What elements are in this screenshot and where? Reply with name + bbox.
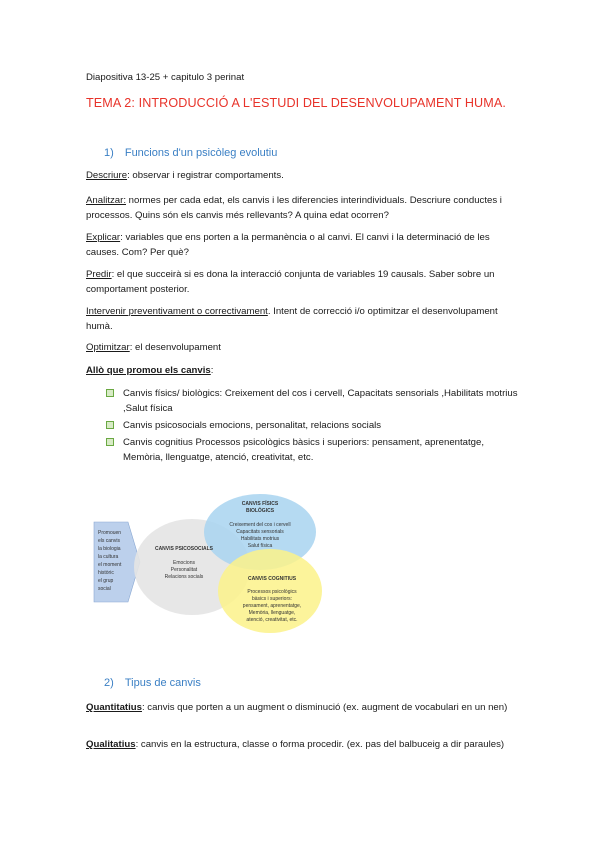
square-bullet-icon <box>106 389 114 397</box>
arrow-line: el moment <box>98 562 122 568</box>
svg-text:BIOLÒGICS: BIOLÒGICS <box>245 508 275 514</box>
svg-text:Capacitats sensorials: Capacitats sensorials <box>236 529 284 535</box>
svg-text:Personalitat: Personalitat <box>170 567 198 573</box>
definition: : canvis que porten a un augment o disminució (ex. augment de vocabulari en un nen) <box>141 702 508 713</box>
svg-text:CANVIS COGNITIUS: CANVIS COGNITIUS <box>247 576 297 582</box>
definition-predir <box>86 267 516 297</box>
square-bullet-icon <box>106 421 114 429</box>
bullet-item: Canvis cognitius Processos psicològics bàsics i superiors: pensament, aprenentatge, Memòria, llenguatge, atenció, creativitat, etc. <box>123 435 523 465</box>
section1-title: Funcions d'un psicòleg evolutiu <box>124 147 278 159</box>
svg-text:bàsics i superiors:: bàsics i superiors: <box>251 596 293 602</box>
promou-heading: Allò que promou els canvis: <box>86 365 214 376</box>
definition: : variables que ens porten a la permanència o al canvi. El canvi i la determinació de les causes. Com? Per què? <box>86 232 490 258</box>
definition-analitzar <box>86 193 516 223</box>
bullet-list <box>123 386 523 467</box>
arrow-line: Promouen <box>98 530 122 536</box>
bullet-item: Canvis físics/ biològics: Creixement del cos i cervell, Capacitats sensorials ,Habilitats motrius ,Salut física <box>123 386 523 416</box>
arrow-line: els canvis <box>98 538 120 544</box>
arrow-line: social <box>98 586 111 592</box>
section2-number: 2) <box>104 677 114 689</box>
venn-diagram <box>92 492 332 642</box>
arrow-line: la cultura <box>98 554 119 560</box>
arrow-line: la biologia <box>98 546 121 552</box>
definition: : el que succeirà si es dona la interacció conjunta de variables 19 causals. Saber sobre un comportament posterior. <box>86 269 495 295</box>
arrow-line: el grup <box>98 578 114 584</box>
page-title: TEMA 2: INTRODUCCIÓ A L'ESTUDI DEL DESENVOLUPAMENT HUMA. <box>86 96 506 110</box>
svg-text:Creixement del cos i cervell: Creixement del cos i cervell <box>229 522 291 528</box>
definition: : canvis en la estructura, classe o forma procedir. (ex. pas del balbuceig a dir paraules) <box>135 739 505 750</box>
svg-text:Memòria, llenguatge,: Memòria, llenguatge, <box>248 610 296 616</box>
svg-text:pensament, aprenentatge,: pensament, aprenentatge, <box>242 603 302 609</box>
definition: . Intent de correcció i/o optimitzar el desenvolupament humà. <box>86 306 498 332</box>
svg-text:atenció, creativitat, etc.: atenció, creativitat, etc. <box>246 617 298 623</box>
section2-heading <box>104 677 201 689</box>
term: Quantitatius <box>86 702 142 713</box>
term: Analitzar: <box>86 195 126 206</box>
section2-title: Tipus de canvis <box>124 677 201 689</box>
definition: normes per cada edat, els canvis i les diferencies interindividuals. Descriure conductes i processos. Quins són els canvis més rellevants? A quina edat ocorren? <box>86 195 502 221</box>
svg-text:Relacions socials: Relacions socials <box>164 574 204 580</box>
page-header: Diapositiva 13-25 + capitulo 3 perinat <box>86 72 245 83</box>
svg-text:CANVIS PSICOSOCIALS: CANVIS PSICOSOCIALS <box>154 546 214 552</box>
promou-label: Allò que promou els canvis <box>86 365 211 376</box>
svg-text:Habilitats motrius: Habilitats motrius <box>240 536 280 542</box>
svg-text:Processos psicològics: Processos psicològics <box>247 589 297 595</box>
term: Explicar <box>86 232 121 243</box>
definition-optimitzar <box>86 340 516 355</box>
section1-number: 1) <box>104 147 114 159</box>
term: Intervenir preventivament o correctivament <box>86 306 268 317</box>
definition-quantitatius <box>86 700 516 715</box>
arrow-line: històric <box>98 570 114 576</box>
svg-text:Salut física: Salut física <box>247 543 273 549</box>
definition-explicar <box>86 230 516 260</box>
definition-descriure <box>86 168 516 183</box>
definition: : el desenvolupament <box>129 342 221 353</box>
term: Descriure <box>86 170 128 181</box>
term: Optimitzar <box>86 342 130 353</box>
definition: : observar i registrar comportaments. <box>127 170 284 181</box>
svg-text:CANVIS FÍSICS: CANVIS FÍSICS <box>241 501 279 507</box>
square-bullet-icon <box>106 438 114 446</box>
definition-intervenir <box>86 304 516 334</box>
term: Qualitatius <box>86 739 136 750</box>
section1-heading <box>104 147 277 159</box>
definition-qualitatius <box>86 737 516 752</box>
term: Predir <box>86 269 112 280</box>
bullet-item: Canvis psicosocials emocions, personalitat, relacions socials <box>123 418 523 433</box>
svg-text:Emocions: Emocions <box>173 560 195 566</box>
